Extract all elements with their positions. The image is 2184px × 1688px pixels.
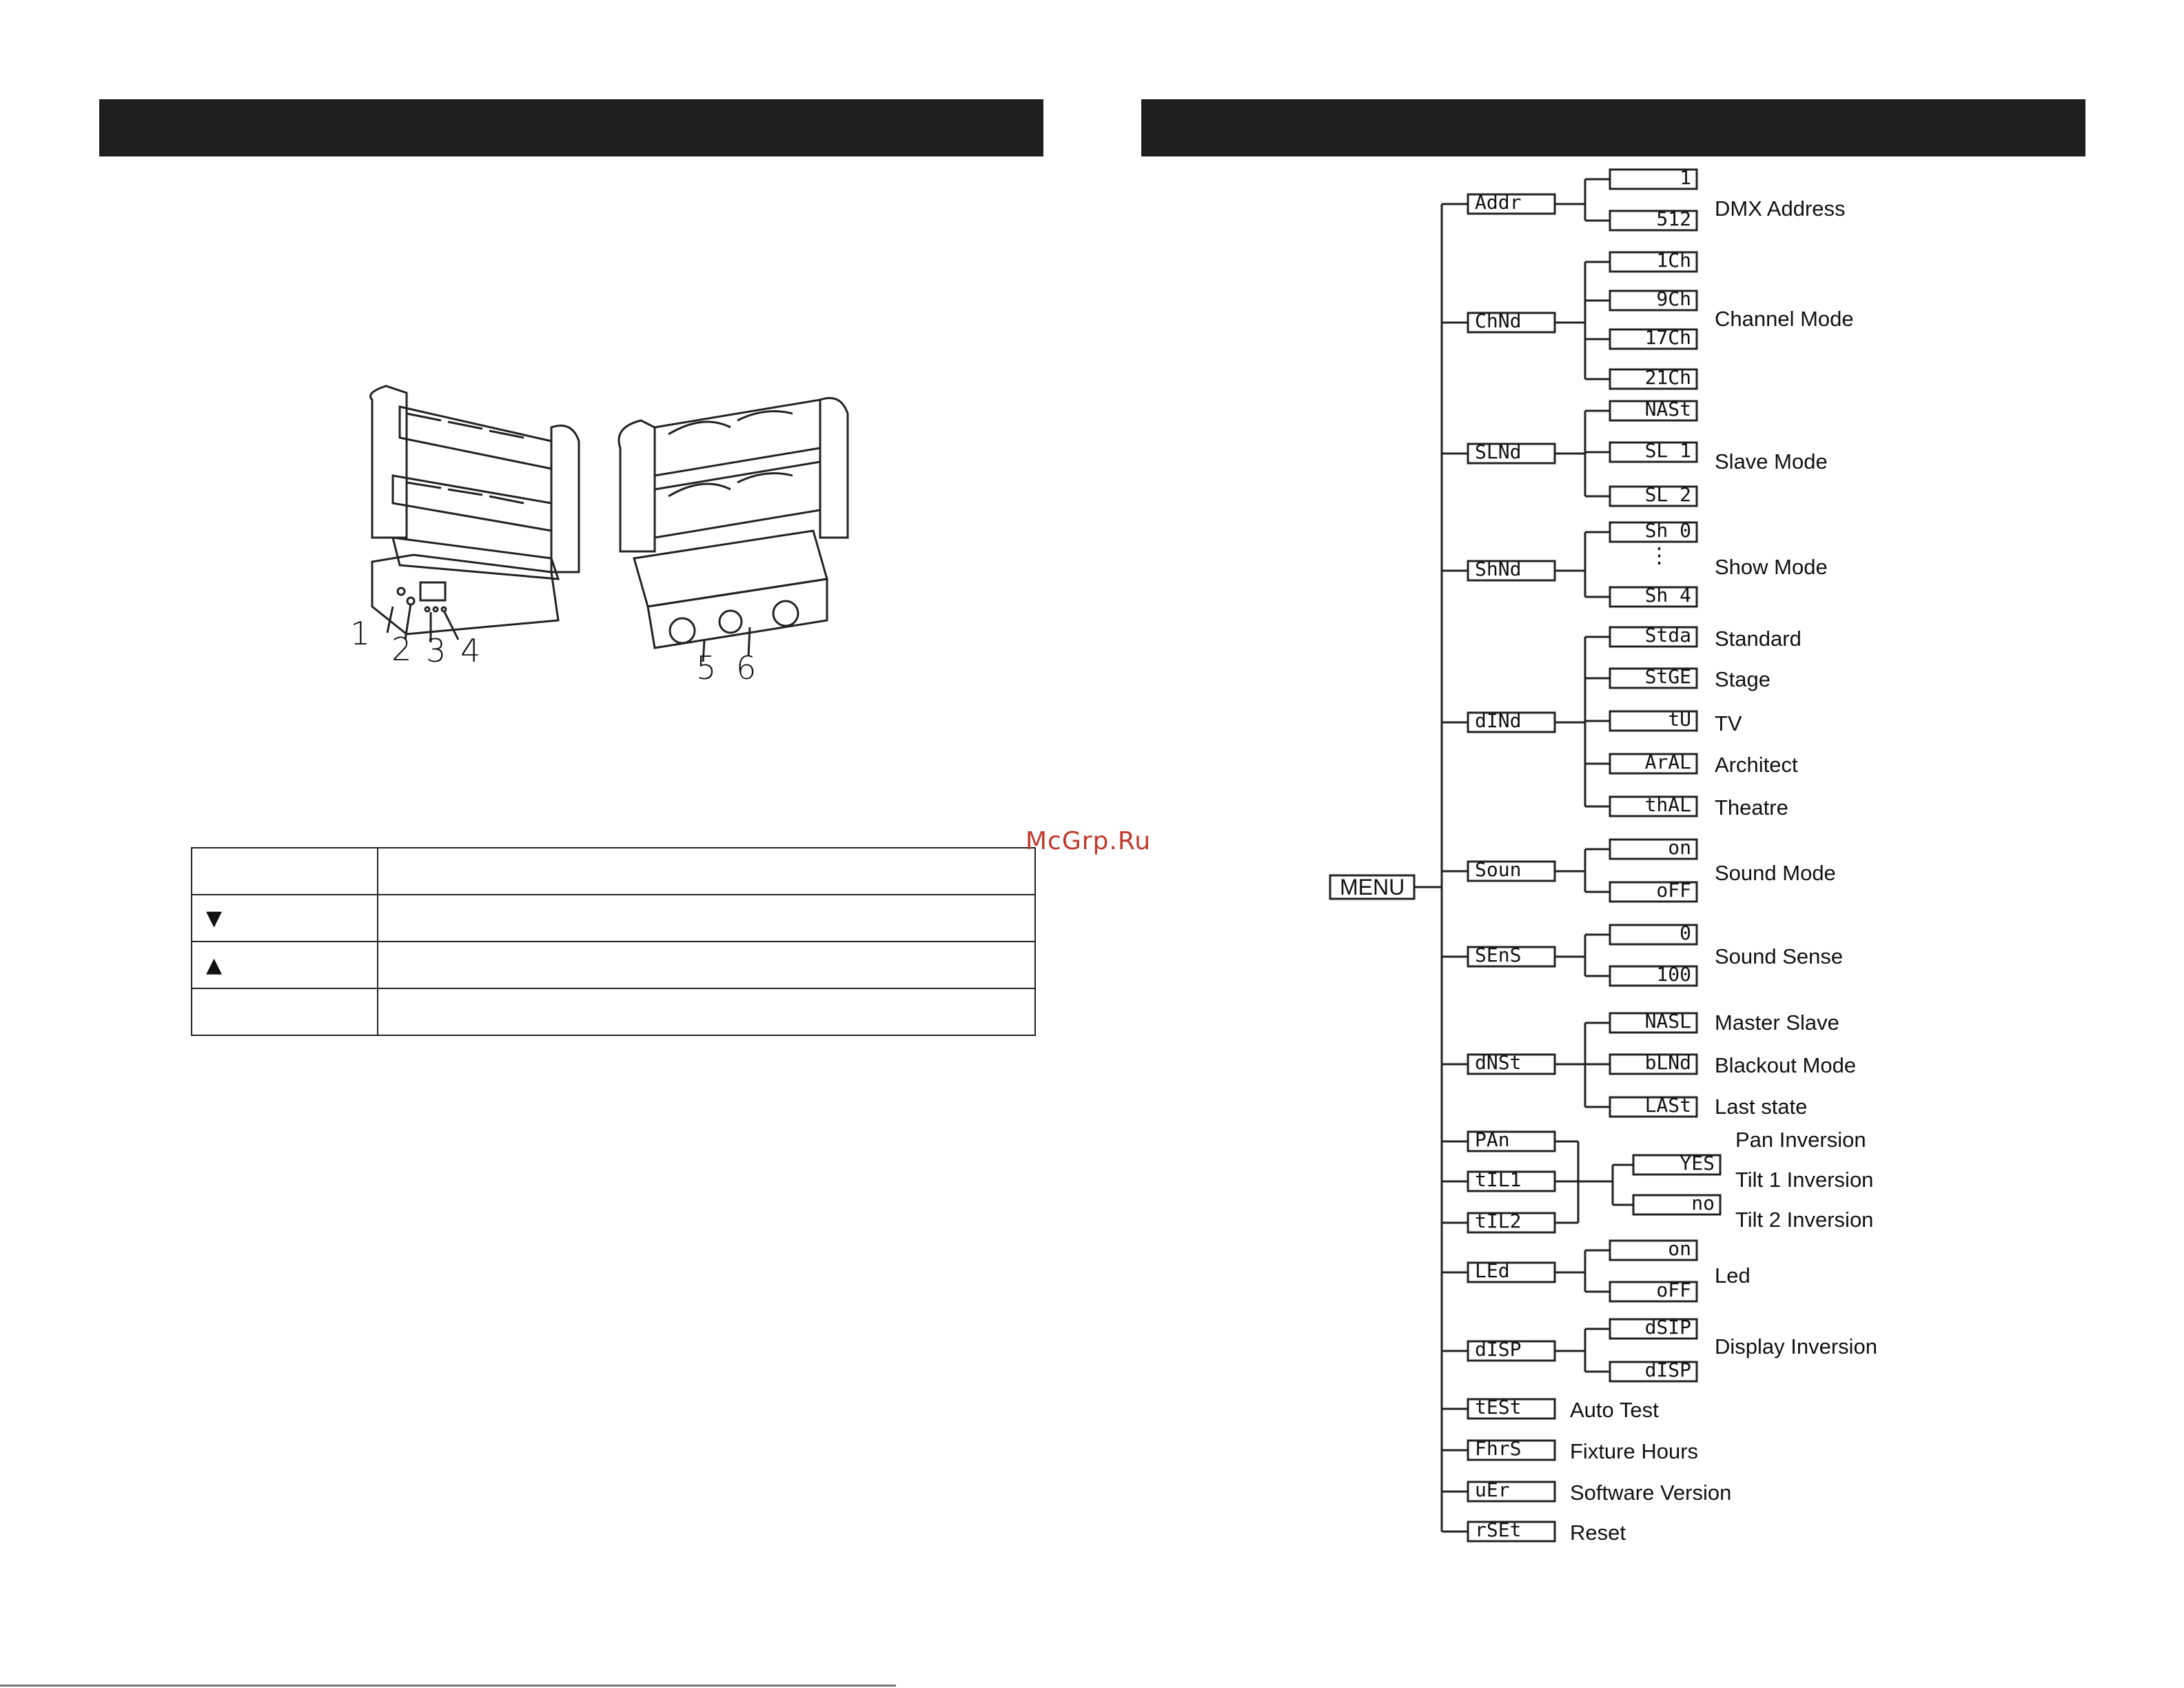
lcd-text: Stda <box>1644 624 1691 647</box>
lcd-text: oFF <box>1656 879 1691 902</box>
menu-label: DMX Address <box>1715 196 1846 221</box>
lcd-text: on <box>1668 836 1691 859</box>
lcd-text: 100 <box>1656 963 1691 986</box>
lcd-text: Addr <box>1475 191 1522 214</box>
lcd-text: SL 1 <box>1644 439 1691 462</box>
lcd-text: ArAL <box>1644 751 1691 773</box>
lcd-text: LASt <box>1644 1094 1691 1117</box>
lcd-text: tIL2 <box>1475 1210 1522 1232</box>
callout-5: 5 <box>696 649 717 687</box>
lcd-text: 9Ch <box>1656 287 1691 310</box>
callout-4: 4 <box>460 632 481 669</box>
callout-3: 3 <box>426 632 447 669</box>
menu-label: Standard <box>1715 627 1802 651</box>
lcd-text: dINd <box>1475 709 1522 732</box>
menu-label: Stage <box>1715 667 1771 691</box>
menu-label: Tilt 2 Inversion <box>1735 1208 1874 1232</box>
lcd-text: LEd <box>1475 1259 1510 1282</box>
lcd-text: 512 <box>1656 207 1691 230</box>
up-arrow-icon: ▲ <box>192 942 378 988</box>
menu-label: Master Slave <box>1715 1010 1839 1035</box>
menu-label: Channel Mode <box>1715 307 1854 331</box>
watermark: McGrp.Ru <box>1025 827 1152 855</box>
menu-label: Fixture Hours <box>1570 1439 1699 1463</box>
menu-label: Pan Inversion <box>1735 1128 1866 1152</box>
lcd-text: SLNd <box>1475 440 1522 463</box>
menu-label: Software Version <box>1570 1481 1732 1505</box>
menu-label: Reset <box>1570 1521 1626 1545</box>
callout-2: 2 <box>391 631 412 668</box>
lcd-text: no <box>1691 1192 1715 1214</box>
lcd-text: FhrS <box>1475 1437 1522 1460</box>
lcd-text: StGE <box>1644 665 1691 688</box>
lcd-text: SEnS <box>1475 944 1522 966</box>
menu-label: Show Mode <box>1715 555 1828 579</box>
callout-6: 6 <box>736 649 757 687</box>
lcd-text: ChNd <box>1475 309 1522 332</box>
down-arrow-icon: ▼ <box>192 895 378 942</box>
menu-label: Blackout Mode <box>1715 1053 1857 1077</box>
menu-label: Theatre <box>1715 795 1788 820</box>
lcd-text: Sh 4 <box>1644 584 1691 607</box>
menu-label: Slave Mode <box>1715 449 1828 474</box>
lcd-text: uEr <box>1475 1478 1510 1501</box>
lcd-text: NASL <box>1644 1010 1691 1033</box>
menu-label: Last state <box>1715 1095 1808 1119</box>
lcd-text: 1 <box>1680 166 1691 189</box>
lcd-text: ShNd <box>1475 558 1522 580</box>
menu-label: Auto Test <box>1570 1398 1659 1422</box>
menu-label: Tilt 1 Inversion <box>1735 1168 1874 1192</box>
lcd-text: thAL <box>1644 793 1691 816</box>
lcd-text: tIL1 <box>1475 1168 1522 1191</box>
menu-label: Sound Sense <box>1715 944 1844 968</box>
bottom-rule <box>0 1685 896 1687</box>
callout-1: 1 <box>350 615 371 652</box>
lcd-text: NASt <box>1644 398 1691 420</box>
lcd-text: dISP <box>1475 1338 1522 1361</box>
menu-label: TV <box>1715 711 1742 735</box>
lcd-text: dISP <box>1644 1359 1691 1381</box>
lcd-text: bLNd <box>1644 1051 1691 1074</box>
lcd-text: on <box>1668 1237 1691 1260</box>
lcd-text: dSIP <box>1644 1316 1691 1339</box>
lcd-text: 0 <box>1680 922 1691 944</box>
lcd-text: dNSt <box>1475 1051 1522 1074</box>
lcd-text: YES <box>1680 1152 1715 1175</box>
lcd-text: PAn <box>1475 1128 1510 1151</box>
lcd-text: SL 2 <box>1644 483 1691 506</box>
lcd-text: rSEt <box>1475 1518 1522 1541</box>
lcd-text: tESt <box>1475 1396 1522 1418</box>
lcd-text: 1Ch <box>1656 249 1691 272</box>
ellipsis-icon: ⋮ <box>1649 543 1670 567</box>
lcd-text: 17Ch <box>1644 326 1691 349</box>
menu-label: Sound Mode <box>1715 861 1836 885</box>
lcd-text: tU <box>1668 708 1691 731</box>
lcd-text: Sh 0 <box>1644 519 1691 542</box>
lcd-text: oFF <box>1656 1279 1691 1301</box>
menu-root-label: MENU <box>1340 875 1405 899</box>
menu-label: Display Inversion <box>1715 1334 1878 1359</box>
menu-label: Led <box>1715 1263 1751 1288</box>
lcd-text: Soun <box>1475 858 1522 881</box>
menu-label: Architect <box>1715 753 1798 777</box>
lcd-text: 21Ch <box>1644 366 1691 389</box>
